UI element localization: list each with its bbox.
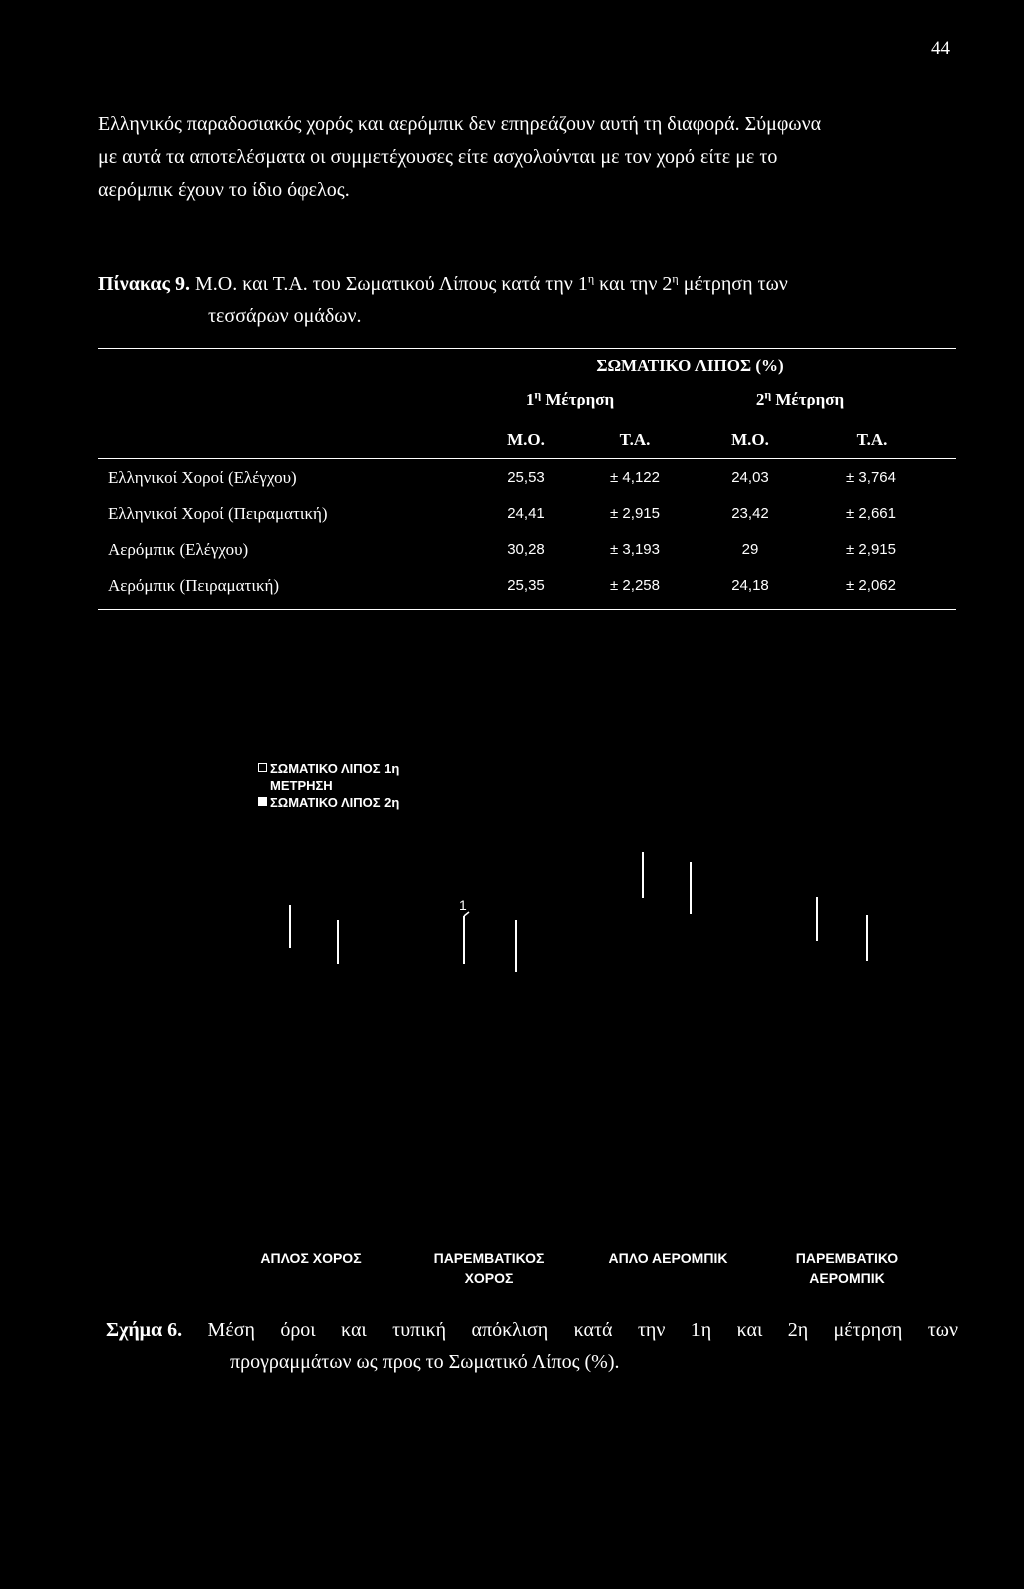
table-cell: 29	[741, 541, 759, 558]
table-row-label: Αερόμπικ (Πειραματική)	[108, 576, 280, 595]
table-bottom-rule	[98, 609, 956, 610]
caption-word: Μέση	[207, 1319, 255, 1341]
caption-word: και	[341, 1319, 367, 1341]
caption-text: μέτρηση των	[678, 273, 788, 295]
category-label	[404, 1248, 574, 1288]
table-cell: ± 3,193	[610, 541, 660, 558]
caption-line	[98, 273, 788, 295]
caption-word: κατά	[573, 1319, 613, 1341]
table-cell: 24,18	[731, 577, 769, 594]
table-cell: ± 2,258	[610, 577, 660, 594]
table-top-rule	[98, 348, 956, 349]
caption-word: μέτρηση	[833, 1319, 903, 1341]
page-number: 44	[931, 38, 950, 59]
caption-word: 2η	[787, 1319, 809, 1341]
category-label	[583, 1248, 753, 1268]
table-cell: 30,28	[507, 541, 545, 558]
paragraph-line: Ελληνικός παραδοσιακός χορός και αερόμπικ δεν επηρεάζουν αυτή τη διαφορά. Σύμφωνα	[98, 113, 822, 135]
subheader-sd-1: Τ.Α.	[619, 430, 651, 449]
caption-sup: η	[587, 271, 595, 286]
table-row-label: Ελληνικοί Χοροί (Ελέγχου)	[108, 468, 297, 487]
category-text: ΧΟΡΟΣ	[464, 1270, 514, 1286]
legend-swatch-open	[258, 763, 267, 772]
caption-word: τυπική	[392, 1319, 447, 1341]
measure1-header	[470, 387, 670, 410]
caption-text: και την 2	[594, 273, 673, 295]
measure2-header	[700, 387, 900, 410]
table-caption-label: Πίνακας 9.	[98, 273, 190, 295]
caption-text: Μ.Ο. και Τ.Α. του Σωματικού Λίπους κατά την 1	[189, 273, 588, 295]
table-cell: ± 2,062	[846, 577, 896, 594]
legend-text: ΣΩΜΑΤΙΚΟ ΛΙΠΟΣ 1η	[270, 761, 400, 776]
category-label	[762, 1248, 932, 1288]
caption-word: απόκλιση	[471, 1319, 549, 1341]
paragraph-line: αερόμπικ έχουν το ίδιο όφελος.	[98, 179, 350, 201]
caption-sup: η	[672, 271, 679, 286]
figure-caption-line-2: προγραμμάτων ως προς το Σωματικό Λίπος (%).	[230, 1351, 620, 1373]
category-text: ΑΠΛΟΣ ΧΟΡΟΣ	[260, 1250, 362, 1266]
error-bar-marks	[0, 840, 1024, 1000]
category-text: ΠΑΡΕΜΒΑΤΙΚΟ	[795, 1250, 899, 1266]
paragraph-line: με αυτά τα αποτελέσματα οι συμμετέχουσες είτε ασχολούνται με τον χορό είτε με το	[98, 146, 778, 168]
table-cell: ± 2,661	[846, 505, 896, 522]
measure-text: Μέτρηση	[541, 390, 615, 409]
category-text: ΑΠΛΟ ΑΕΡΟΜΠΙΚ	[608, 1250, 728, 1266]
measure-text: Μέτρηση	[771, 390, 845, 409]
subheader-mean-1: Μ.Ο.	[507, 430, 545, 449]
table-cell: ± 3,764	[846, 469, 896, 486]
measure-sup: η	[764, 387, 772, 402]
body-paragraph	[98, 108, 950, 207]
caption-line-2: τεσσάρων ομάδων.	[208, 305, 362, 327]
table-cell: 23,42	[731, 505, 769, 522]
subheader-mean-2: Μ.Ο.	[731, 430, 769, 449]
caption-word: 1η	[690, 1319, 712, 1341]
legend-text: ΜΕΤΡΗΣΗ	[270, 778, 333, 793]
category-label	[226, 1248, 396, 1268]
figure-caption-label: Σχήμα 6.	[106, 1319, 183, 1341]
legend-item-1-text	[270, 760, 399, 794]
table-cell: 25,53	[507, 469, 545, 486]
legend-text: ΣΩΜΑΤΙΚΟ ΛΙΠΟΣ 2η	[270, 795, 400, 810]
table-cell: ± 2,915	[846, 541, 896, 558]
table-caption	[98, 268, 968, 332]
caption-word: και	[736, 1319, 763, 1341]
caption-word: των	[927, 1319, 958, 1341]
table-row-label: Ελληνικοί Χοροί (Πειραματική)	[108, 504, 328, 523]
table-row-label: Αερόμπικ (Ελέγχου)	[108, 540, 249, 559]
table-group-header: ΣΩΜΑΤΙΚΟ ΛΙΠΟΣ (%)	[596, 356, 784, 375]
legend-swatch-filled	[258, 797, 267, 806]
subheader-sd-2: Τ.Α.	[856, 430, 888, 449]
table-header-rule	[98, 458, 956, 459]
caption-word: την	[637, 1319, 666, 1341]
category-text: ΠΑΡΕΜΒΑΤΙΚΟΣ	[433, 1250, 545, 1266]
table-cell: 24,41	[507, 505, 545, 522]
figure-caption	[106, 1314, 958, 1378]
table-cell: ± 2,915	[610, 505, 660, 522]
category-text: ΑΕΡΟΜΠΙΚ	[809, 1270, 885, 1286]
legend-item-2	[258, 794, 399, 811]
figure-caption-line-1	[106, 1314, 958, 1346]
measure-num: 2	[755, 390, 765, 409]
measure-num: 1	[525, 390, 535, 409]
caption-word: όροι	[280, 1319, 316, 1341]
table-cell: ± 4,122	[610, 469, 660, 486]
stray-axis-label: 1	[459, 897, 467, 913]
table-cell: 25,35	[507, 577, 545, 594]
measure-sup: η	[534, 387, 542, 402]
legend-item-1	[258, 760, 399, 794]
table-cell: 24,03	[731, 469, 769, 486]
chart-legend	[258, 760, 399, 811]
